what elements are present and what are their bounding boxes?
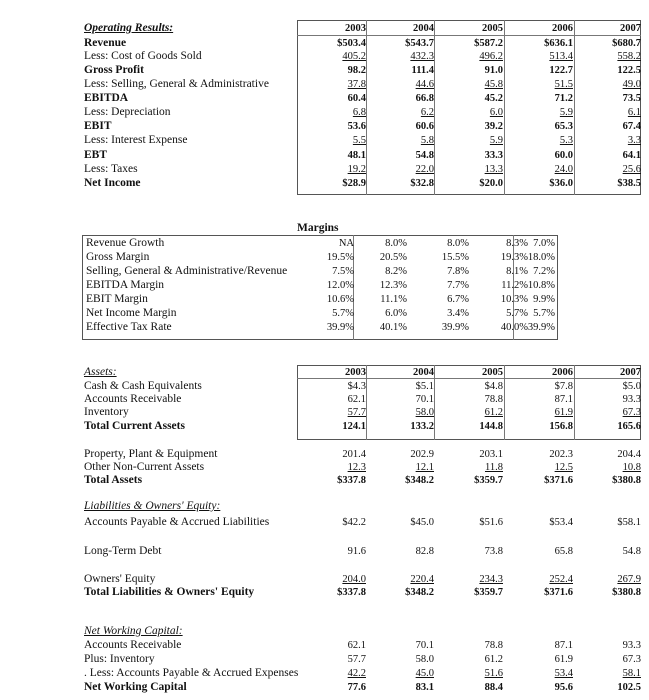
row-value: 77.6 [347,682,366,693]
row-label: Net Working Capital [84,681,187,693]
row-value: 144.8 [479,421,503,432]
row-label: EBIT [84,120,112,132]
row-value: $32.8 [410,178,434,189]
row-label: Inventory [84,406,129,418]
row-value: 37.8 [347,79,366,90]
row-value: 6.2 [420,107,434,118]
row-value: 44.6 [415,79,434,90]
row-label: Less: Interest Expense [84,134,188,146]
row-value: 204.4 [617,449,641,460]
row-label: Other Non-Current Assets [84,461,205,473]
margin-label: EBITDA Margin [86,279,165,291]
row-value: 124.1 [342,421,366,432]
row-value: 5.9 [489,135,503,146]
year-header: 2006 [552,367,573,378]
row-value: $380.8 [612,587,641,598]
row-value: 58.1 [622,668,641,679]
row-value: 48.1 [347,150,366,161]
row-label: Less: Selling, General & Administrative [84,78,269,90]
row-label: . Less: Accounts Payable & Accrued Expenses [84,667,299,679]
row-value: 111.4 [411,65,434,76]
row-value: 67.3 [622,654,641,665]
row-value: 201.4 [342,449,366,460]
liabilities-heading: Liabilities & Owners' Equity: [84,500,221,512]
row-value: 11.8 [485,462,503,473]
row-value: $28.9 [342,178,366,189]
row-value: $636.1 [544,38,573,49]
row-value: 165.6 [617,421,641,432]
margin-value: 39.9% [326,322,354,333]
row-value: 91.6 [347,546,366,557]
margin-value: 11.1% [380,294,407,305]
row-value: 122.7 [549,65,573,76]
row-value: 202.9 [410,449,434,460]
row-value: $371.6 [544,475,573,486]
margin-value: 39.9% [527,322,555,333]
row-value: 13.3 [484,164,503,175]
row-value: $337.8 [337,587,366,598]
row-label: Gross Profit [84,64,144,76]
row-value: 82.8 [415,546,434,557]
row-value: 71.2 [554,93,573,104]
row-value: 19.2 [347,164,366,175]
margin-value: 18.0% [527,252,555,263]
year-header: 2006 [552,23,573,34]
row-label: Accounts Receivable [84,393,182,405]
row-value: $371.6 [544,587,573,598]
row-value: 25.6 [622,164,641,175]
margin-value: 40.0% [500,322,528,333]
row-value: 66.8 [415,93,434,104]
row-value: 87.1 [554,640,573,651]
row-value: 10.8 [622,462,641,473]
margin-value: 9.9% [533,294,555,305]
row-value: 22.0 [415,164,434,175]
row-value: 78.8 [484,640,503,651]
assets-divider-3 [504,365,505,440]
row-label: Long-Term Debt [84,545,162,557]
assets-divider-4 [574,365,575,440]
margin-value: 7.5% [332,266,354,277]
row-value: 12.5 [554,462,573,473]
margin-value: 8.2% [385,266,407,277]
row-label: Total Liabilities & Owners' Equity [84,586,255,598]
row-value: $348.2 [405,475,434,486]
row-value: 58.0 [415,407,434,418]
operating-divider-2 [434,20,435,195]
row-value: 60.4 [347,93,366,104]
row-value: 73.5 [622,93,641,104]
margin-value: 40.1% [379,322,407,333]
row-value: 496.2 [479,51,503,62]
row-value: 42.2 [347,668,366,679]
margin-value: 8.1% [506,266,528,277]
row-value: $42.2 [342,517,366,528]
row-value: 57.7 [347,407,366,418]
row-value: 95.6 [554,682,573,693]
row-value: $45.0 [410,517,434,528]
row-value: 51.6 [484,668,503,679]
row-value: $38.5 [617,178,641,189]
row-value: 64.1 [622,150,641,161]
row-value: 156.8 [549,421,573,432]
row-value: $4.8 [484,381,503,392]
assets-heading: Assets: [84,366,117,378]
year-header: 2004 [413,23,434,34]
row-value: $337.8 [337,475,366,486]
operating-header-rule [297,35,641,36]
margin-value: 10.8% [527,280,555,291]
row-value: 39.2 [484,121,503,132]
row-value: $543.7 [405,38,434,49]
margin-value: 6.7% [447,294,469,305]
row-value: $53.4 [549,517,573,528]
margin-value: 19.5% [326,252,354,263]
row-value: 62.1 [347,640,366,651]
row-value: 6.1 [627,107,641,118]
year-header: 2007 [620,367,641,378]
row-value: 234.3 [479,574,503,585]
row-value: 65.3 [554,121,573,132]
row-value: 62.1 [347,394,366,405]
row-value: 61.2 [484,654,503,665]
margin-value: 19.3% [500,252,528,263]
row-value: 83.1 [415,682,434,693]
row-value: 60.0 [554,150,573,161]
margin-value: 7.7% [447,280,469,291]
margin-value: 7.0% [533,238,555,249]
row-value: 267.9 [617,574,641,585]
operating-divider-1 [366,20,367,195]
row-label: EBITDA [84,92,129,104]
margin-label: Selling, General & Administrative/Revenue [86,265,288,277]
row-value: 122.5 [617,65,641,76]
row-value: 5.3 [559,135,573,146]
row-value: 87.1 [554,394,573,405]
row-value: 45.2 [484,93,503,104]
row-value: 558.2 [617,51,641,62]
row-label: Plus: Inventory [84,653,155,665]
row-value: 203.1 [479,449,503,460]
row-value: 513.4 [549,51,573,62]
year-header: 2007 [620,23,641,34]
row-value: 405.2 [342,51,366,62]
row-label: Less: Cost of Goods Sold [84,50,202,62]
row-value: 93.3 [622,640,641,651]
row-value: 33.3 [484,150,503,161]
year-header: 2004 [413,367,434,378]
margin-value: 8.3% [506,238,528,249]
row-label: Net Income [84,177,141,189]
row-label: Accounts Payable & Accrued Liabilities [84,516,270,528]
margin-value: 11.2% [501,280,528,291]
margin-value: 5.7% [533,308,555,319]
row-value: 61.9 [554,407,573,418]
row-label: Revenue [84,37,127,49]
margins-heading: Margins [297,222,339,234]
row-value: 67.4 [622,121,641,132]
margin-value: 7.2% [533,266,555,277]
row-label: Property, Plant & Equipment [84,448,218,460]
row-value: 220.4 [410,574,434,585]
operating-heading: Operating Results: [84,22,174,34]
row-value: $36.0 [549,178,573,189]
row-value: 67.3 [622,407,641,418]
row-value: 51.5 [554,79,573,90]
operating-divider-3 [504,20,505,195]
row-value: $58.1 [617,517,641,528]
row-value: $503.4 [337,38,366,49]
margin-value: 20.5% [379,252,407,263]
row-value: 102.5 [617,682,641,693]
margin-value: 12.0% [326,280,354,291]
margin-value: 3.4% [447,308,469,319]
row-value: 73.8 [484,546,503,557]
year-header: 2003 [345,367,366,378]
row-value: 61.9 [554,654,573,665]
margin-value: 12.3% [379,280,407,291]
row-value: 88.4 [484,682,503,693]
row-value: 45.8 [484,79,503,90]
row-value: $5.0 [622,381,641,392]
row-value: 252.4 [549,574,573,585]
row-value: 3.3 [627,135,641,146]
margin-value: 15.5% [441,252,469,263]
row-value: 78.8 [484,394,503,405]
row-value: 60.6 [415,121,434,132]
margin-value: 39.9% [441,322,469,333]
margin-value: 8.0% [447,238,469,249]
working-capital-heading: Net Working Capital: [84,625,183,637]
row-value: 58.0 [415,654,434,665]
row-value: 45.0 [415,668,434,679]
margin-label: Gross Margin [86,251,150,263]
row-value: 57.7 [347,654,366,665]
margin-value: 10.3% [500,294,528,305]
row-value: 6.0 [489,107,503,118]
margin-label: EBIT Margin [86,293,148,305]
operating-divider-4 [574,20,575,195]
row-value: 70.1 [415,394,434,405]
margin-value: 5.7% [506,308,528,319]
assets-divider-1 [366,365,367,440]
row-label: Cash & Cash Equivalents [84,380,202,392]
margin-label: Revenue Growth [86,237,165,249]
row-value: 24.0 [554,164,573,175]
row-value: 53.6 [347,121,366,132]
row-value: 12.1 [415,462,434,473]
row-value: 54.8 [415,150,434,161]
row-value: 432.3 [410,51,434,62]
row-value: 70.1 [415,640,434,651]
margin-value: 8.0% [385,238,407,249]
margin-value: 6.0% [385,308,407,319]
row-value: 5.8 [420,135,434,146]
row-label: Owners' Equity [84,573,156,585]
row-label: EBT [84,149,108,161]
row-value: 91.0 [484,65,503,76]
row-value: 98.2 [347,65,366,76]
row-value: $51.6 [479,517,503,528]
row-value: $5.1 [415,381,434,392]
row-value: 202.3 [549,449,573,460]
row-label: Accounts Receivable [84,639,182,651]
row-value: 6.8 [352,107,366,118]
row-value: 204.0 [342,574,366,585]
margin-label: Net Income Margin [86,307,177,319]
margin-label: Effective Tax Rate [86,321,172,333]
row-value: $20.0 [479,178,503,189]
row-value: 54.8 [622,546,641,557]
row-label: Less: Depreciation [84,106,171,118]
row-value: 5.5 [352,135,366,146]
row-value: 61.2 [484,407,503,418]
row-label: Total Assets [84,474,143,486]
row-value: 5.9 [559,107,573,118]
row-value: $7.8 [554,381,573,392]
year-header: 2005 [482,367,503,378]
row-value: $680.7 [612,38,641,49]
margin-value: 10.6% [326,294,354,305]
row-value: $359.7 [474,587,503,598]
row-value: $380.8 [612,475,641,486]
row-value: $359.7 [474,475,503,486]
year-header: 2003 [345,23,366,34]
year-header: 2005 [482,23,503,34]
row-value: 49.0 [622,79,641,90]
row-label: Less: Taxes [84,163,138,175]
margin-value: 7.8% [447,266,469,277]
row-value: $348.2 [405,587,434,598]
row-value: $4.3 [347,381,366,392]
assets-divider-2 [434,365,435,440]
row-value: 53.4 [554,668,573,679]
margin-value: NA [338,238,354,249]
row-value: 93.3 [622,394,641,405]
row-value: 133.2 [410,421,434,432]
row-value: 65.8 [554,546,573,557]
row-value: 12.3 [347,462,366,473]
row-label: Total Current Assets [84,420,185,432]
margin-value: 5.7% [332,308,354,319]
row-value: $587.2 [474,38,503,49]
